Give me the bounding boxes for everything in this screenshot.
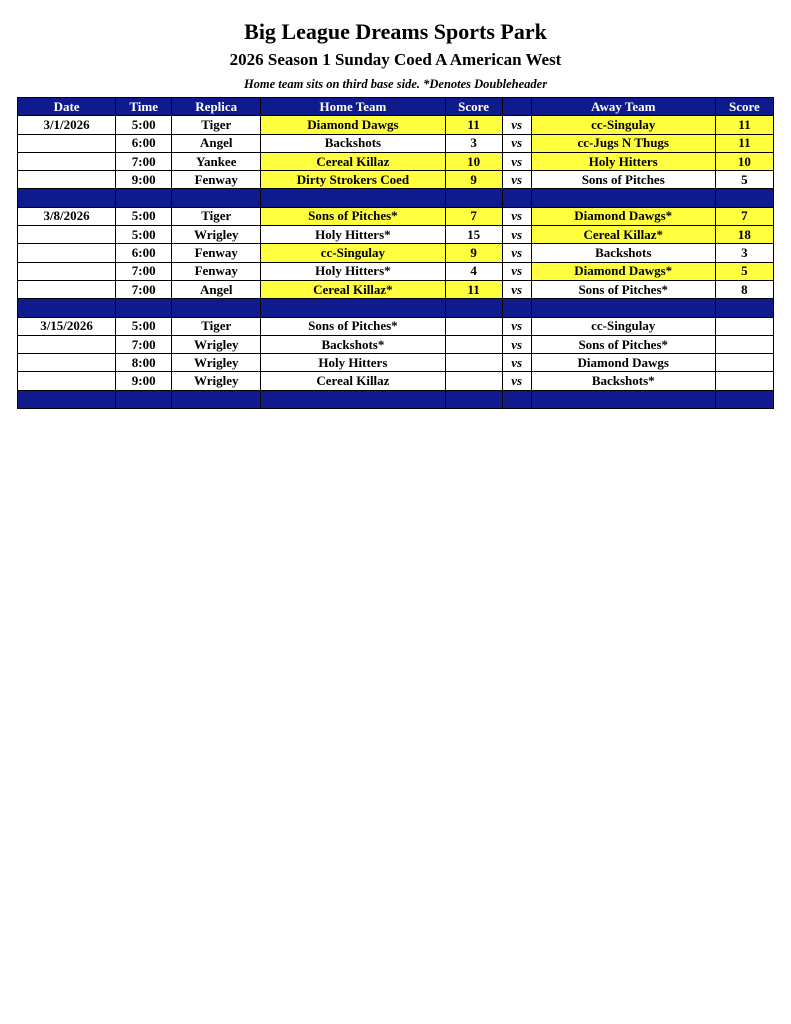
col-header-date: Date — [18, 98, 116, 116]
vs-cell: vs — [502, 372, 531, 390]
vs-cell: vs — [502, 207, 531, 225]
table-row — [18, 354, 774, 372]
date-cell — [18, 134, 116, 152]
away-team-cell: cc-Singulay — [531, 116, 715, 134]
table-row — [18, 171, 774, 189]
header-row — [18, 98, 774, 116]
replica-cell: Tiger — [172, 207, 261, 225]
col-header-vs — [502, 98, 531, 116]
table-row — [18, 244, 774, 262]
week-separator-row — [18, 189, 774, 207]
vs-cell: vs — [502, 134, 531, 152]
col-header-away-team: Away Team — [531, 98, 715, 116]
away-score-cell — [715, 372, 773, 390]
replica-cell: Wrigley — [172, 354, 261, 372]
away-team-cell: Diamond Dawgs — [531, 354, 715, 372]
vs-cell: vs — [502, 226, 531, 244]
away-score-cell: 5 — [715, 262, 773, 280]
week-separator-row — [18, 299, 774, 317]
home-team-cell: cc-Singulay — [261, 244, 445, 262]
away-team-cell: cc-Singulay — [531, 317, 715, 335]
time-cell: 9:00 — [116, 372, 172, 390]
schedule-note: Home team sits on third base side. *Denotes Doubleheader — [243, 77, 548, 91]
vs-cell: vs — [502, 280, 531, 298]
table-row — [18, 116, 774, 134]
replica-cell: Fenway — [172, 171, 261, 189]
separator-cell — [445, 299, 502, 317]
home-team-cell: Backshots* — [261, 335, 445, 353]
time-cell: 5:00 — [116, 207, 172, 225]
time-cell: 5:00 — [116, 317, 172, 335]
away-score-cell: 18 — [715, 226, 773, 244]
away-team-cell: Diamond Dawgs* — [531, 207, 715, 225]
home-score-cell: 10 — [445, 152, 502, 170]
table-row — [18, 280, 774, 298]
separator-cell — [445, 189, 502, 207]
home-team-cell: Holy Hitters* — [261, 226, 445, 244]
home-team-cell: Cereal Killaz — [261, 372, 445, 390]
separator-cell — [261, 299, 445, 317]
time-cell: 5:00 — [116, 116, 172, 134]
col-header-away-score: Score — [715, 98, 773, 116]
table-row — [18, 262, 774, 280]
separator-cell — [172, 390, 261, 408]
separator-cell — [172, 299, 261, 317]
away-score-cell — [715, 354, 773, 372]
table-row — [18, 207, 774, 225]
time-cell: 7:00 — [116, 152, 172, 170]
separator-cell — [502, 390, 531, 408]
home-score-cell — [445, 354, 502, 372]
home-score-cell: 15 — [445, 226, 502, 244]
separator-cell — [531, 189, 715, 207]
separator-cell — [502, 189, 531, 207]
separator-cell — [18, 189, 116, 207]
away-team-cell: Holy Hitters — [531, 152, 715, 170]
home-score-cell — [445, 317, 502, 335]
replica-cell: Fenway — [172, 244, 261, 262]
col-header-time: Time — [116, 98, 172, 116]
separator-cell — [531, 390, 715, 408]
home-team-cell: Dirty Strokers Coed — [261, 171, 445, 189]
replica-cell: Wrigley — [172, 226, 261, 244]
date-cell: 3/1/2026 — [18, 116, 116, 134]
away-score-cell: 7 — [715, 207, 773, 225]
home-score-cell: 9 — [445, 171, 502, 189]
home-score-cell — [445, 335, 502, 353]
table-row — [18, 226, 774, 244]
table-row — [18, 134, 774, 152]
home-score-cell: 4 — [445, 262, 502, 280]
away-team-cell: cc-Jugs N Thugs — [531, 134, 715, 152]
separator-cell — [715, 299, 773, 317]
away-team-cell: Diamond Dawgs* — [531, 262, 715, 280]
away-score-cell: 5 — [715, 171, 773, 189]
home-score-cell: 11 — [445, 116, 502, 134]
separator-cell — [531, 299, 715, 317]
separator-cell — [715, 390, 773, 408]
page-subtitle: 2026 Season 1 Sunday Coed A American West — [229, 50, 562, 69]
away-score-cell: 10 — [715, 152, 773, 170]
replica-cell: Wrigley — [172, 372, 261, 390]
away-score-cell — [715, 317, 773, 335]
home-score-cell: 3 — [445, 134, 502, 152]
separator-cell — [18, 390, 116, 408]
replica-cell: Tiger — [172, 116, 261, 134]
vs-cell: vs — [502, 116, 531, 134]
time-cell: 7:00 — [116, 335, 172, 353]
vs-cell: vs — [502, 152, 531, 170]
page-title: Big League Dreams Sports Park — [244, 19, 547, 44]
time-cell: 6:00 — [116, 134, 172, 152]
home-score-cell — [445, 372, 502, 390]
separator-cell — [116, 390, 172, 408]
separator-cell — [261, 189, 445, 207]
home-team-cell: Sons of Pitches* — [261, 207, 445, 225]
home-team-cell: Holy Hitters — [261, 354, 445, 372]
separator-cell — [445, 390, 502, 408]
replica-cell: Yankee — [172, 152, 261, 170]
away-score-cell: 11 — [715, 116, 773, 134]
date-cell — [18, 244, 116, 262]
separator-cell — [715, 189, 773, 207]
time-cell: 8:00 — [116, 354, 172, 372]
home-score-cell: 9 — [445, 244, 502, 262]
time-cell: 7:00 — [116, 262, 172, 280]
time-cell: 6:00 — [116, 244, 172, 262]
away-team-cell: Sons of Pitches* — [531, 280, 715, 298]
separator-cell — [502, 299, 531, 317]
home-team-cell: Holy Hitters* — [261, 262, 445, 280]
vs-cell: vs — [502, 262, 531, 280]
home-team-cell: Cereal Killaz* — [261, 280, 445, 298]
date-cell — [18, 354, 116, 372]
time-cell: 5:00 — [116, 226, 172, 244]
date-cell: 3/8/2026 — [18, 207, 116, 225]
time-cell: 7:00 — [116, 280, 172, 298]
replica-cell: Angel — [172, 280, 261, 298]
col-header-home-score: Score — [445, 98, 502, 116]
vs-cell: vs — [502, 317, 531, 335]
date-cell: 3/15/2026 — [18, 317, 116, 335]
replica-cell: Tiger — [172, 317, 261, 335]
home-team-cell: Backshots — [261, 134, 445, 152]
away-score-cell: 8 — [715, 280, 773, 298]
away-team-cell: Cereal Killaz* — [531, 226, 715, 244]
away-score-cell: 11 — [715, 134, 773, 152]
separator-cell — [18, 299, 116, 317]
home-score-cell: 7 — [445, 207, 502, 225]
vs-cell: vs — [502, 354, 531, 372]
away-score-cell — [715, 335, 773, 353]
col-header-home-team: Home Team — [261, 98, 445, 116]
away-team-cell: Backshots — [531, 244, 715, 262]
table-row — [18, 152, 774, 170]
table-row — [18, 372, 774, 390]
schedule-body — [18, 116, 774, 409]
vs-cell: vs — [502, 244, 531, 262]
date-cell — [18, 226, 116, 244]
separator-cell — [116, 189, 172, 207]
away-score-cell: 3 — [715, 244, 773, 262]
schedule-table — [17, 97, 774, 409]
col-header-replica: Replica — [172, 98, 261, 116]
separator-cell — [261, 390, 445, 408]
vs-cell: vs — [502, 335, 531, 353]
week-separator-row — [18, 390, 774, 408]
date-cell — [18, 335, 116, 353]
away-team-cell: Sons of Pitches — [531, 171, 715, 189]
vs-cell: vs — [502, 171, 531, 189]
separator-cell — [116, 299, 172, 317]
home-score-cell: 11 — [445, 280, 502, 298]
away-team-cell: Backshots* — [531, 372, 715, 390]
separator-cell — [172, 189, 261, 207]
replica-cell: Fenway — [172, 262, 261, 280]
time-cell: 9:00 — [116, 171, 172, 189]
away-team-cell: Sons of Pitches* — [531, 335, 715, 353]
date-cell — [18, 372, 116, 390]
table-row — [18, 317, 774, 335]
date-cell — [18, 280, 116, 298]
replica-cell: Angel — [172, 134, 261, 152]
date-cell — [18, 262, 116, 280]
home-team-cell: Cereal Killaz — [261, 152, 445, 170]
replica-cell: Wrigley — [172, 335, 261, 353]
home-team-cell: Sons of Pitches* — [261, 317, 445, 335]
table-row — [18, 335, 774, 353]
date-cell — [18, 152, 116, 170]
home-team-cell: Diamond Dawgs — [261, 116, 445, 134]
date-cell — [18, 171, 116, 189]
